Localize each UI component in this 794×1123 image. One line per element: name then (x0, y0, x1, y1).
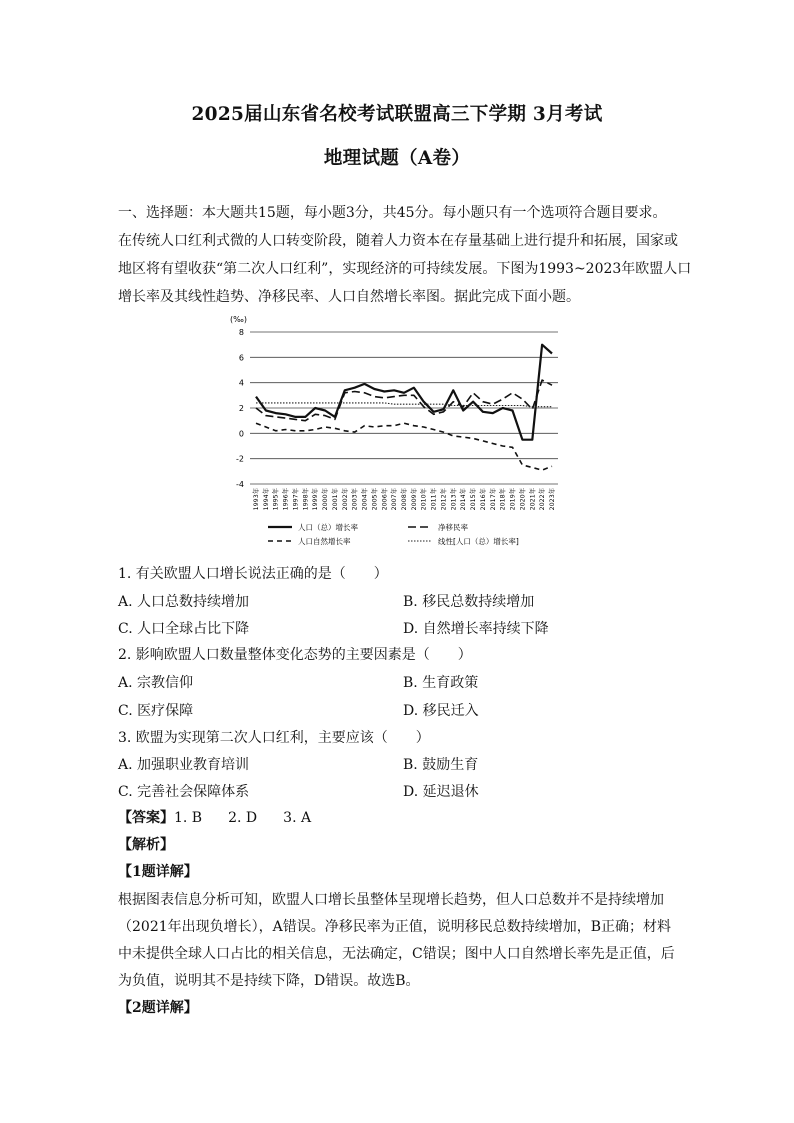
q1-detail-label: 【1题详解】 (118, 864, 198, 880)
answer-item: 1. B (174, 810, 203, 826)
q1-option-c: C. 人口全球占比下降 (118, 621, 250, 637)
x-tick-label: 2001年 (331, 488, 339, 511)
x-tick-label: 1994年 (262, 488, 270, 511)
y-tick-label: 2 (238, 404, 244, 413)
page-subtitle: 地理试题（A卷） (323, 148, 471, 169)
y-tick-label: 8 (238, 328, 244, 337)
question-2-stem: 2. 影响欧盟人口数量整体变化态势的主要因素是（ ） (118, 647, 472, 663)
series-line-2 (256, 380, 552, 421)
x-tick-label: 2016年 (479, 488, 487, 511)
x-tick-label: 2003年 (351, 488, 359, 511)
x-tick-label: 1997年 (292, 488, 300, 511)
intro-line: 增长率及其线性趋势、净移民率、人口自然增长率图。据此完成下面小题。 (118, 289, 580, 305)
analysis-line: 中未提供全球人口占比的相关信息，无法确定，C错误；图中人口自然增长率先是正值，后 (118, 946, 675, 962)
population-growth-chart (228, 312, 568, 557)
q2-option-b: B. 生育政策 (403, 675, 479, 691)
x-tick-label: 2012年 (440, 488, 448, 511)
x-tick-label: 2019年 (509, 488, 517, 511)
x-tick-label: 1999年 (312, 488, 320, 511)
x-tick-label: 2013年 (450, 488, 458, 511)
legend-label: 线性[人口（总）增长率] (438, 537, 519, 546)
question-3-stem: 3. 欧盟为实现第二次人口红利，主要应该（ ） (118, 730, 430, 746)
q3-option-a: A. 加强职业教育培训 (118, 757, 250, 773)
legend-label: 人口（总）增长率 (298, 523, 358, 532)
q3-option-d: D. 延迟退休 (403, 784, 479, 800)
y-tick-label: 6 (238, 353, 244, 363)
x-tick-label: 2014年 (460, 488, 468, 511)
question-1-stem: 1. 有关欧盟人口增长说法正确的是（ ） (118, 566, 388, 582)
y-tick-label: 0 (238, 429, 244, 439)
q1-option-d: D. 自然增长率持续下降 (403, 621, 549, 637)
q1-option-b: B. 移民总数持续增加 (403, 594, 535, 610)
q3-option-b: B. 鼓励生育 (403, 757, 479, 773)
x-tick-label: 1996年 (282, 488, 290, 511)
page-title: 2025届山东省名校考试联盟高三下学期 3月考试 (191, 104, 603, 125)
q3-option-c: C. 完善社会保障体系 (118, 784, 250, 800)
x-tick-label: 2020年 (519, 488, 527, 511)
x-tick-label: 2004年 (361, 488, 369, 511)
x-tick-label: 2006年 (381, 488, 389, 511)
x-tick-label: 2017年 (489, 488, 497, 511)
y-axis-unit-label: (‰) (230, 315, 247, 324)
x-tick-label: 2008年 (401, 488, 408, 511)
q1-option-a: A. 人口总数持续增加 (118, 594, 250, 610)
x-tick-label: 1995年 (272, 488, 280, 511)
series-line-1 (256, 345, 552, 440)
analysis-label: 【解析】 (118, 837, 174, 853)
series-line-3 (256, 423, 552, 470)
x-tick-label: 2022年 (539, 488, 547, 511)
x-tick-label: 2005年 (371, 488, 379, 511)
series-line-4 (256, 403, 552, 407)
x-tick-label: 2021年 (529, 488, 537, 511)
analysis-line: （2021年出现负增长），A错误。净移民率为正值，说明移民总数持续增加，B正确；材料 (118, 919, 672, 935)
x-tick-label: 2011年 (430, 488, 438, 511)
x-tick-label: 2007年 (391, 488, 399, 511)
answer-label: 【答案】 (118, 810, 174, 826)
intro-line: 地区将有望收获“第二次人口红利”，实现经济的可持续发展。下图为1993~2023年欧盟人口 (118, 261, 692, 277)
x-tick-label: 2023年 (549, 488, 556, 511)
analysis-line: 为负值，说明其不是持续下降，D错误。故选B。 (118, 973, 420, 989)
x-tick-label: 1993年 (253, 488, 260, 511)
q2-option-c: C. 医疗保障 (118, 703, 194, 719)
q2-option-d: D. 移民迁入 (403, 703, 479, 719)
answer-item: 3. A (283, 810, 312, 826)
x-tick-label: 2009年 (410, 488, 418, 511)
answer-item: 2. D (228, 810, 258, 826)
y-tick-label: 4 (238, 378, 244, 388)
x-tick-label: 2010年 (420, 488, 428, 511)
y-tick-label: -4 (236, 480, 244, 489)
x-tick-label: 2000年 (322, 488, 330, 511)
x-tick-label: 1998年 (302, 488, 310, 511)
legend-label: 净移民率 (438, 523, 468, 532)
q2-detail-label: 【2题详解】 (118, 1000, 198, 1016)
analysis-line: 根据图表信息分析可知，欧盟人口增长虽整体呈现增长趋势，但人口总数并不是持续增加 (118, 892, 664, 908)
x-tick-label: 2015年 (470, 488, 478, 511)
x-tick-label: 2018年 (499, 488, 507, 511)
y-tick-label: -2 (236, 454, 244, 464)
intro-line: 一、选择题：本大题共15题，每小题3分，共45分。每小题只有一个选项符合题目要求。 (118, 205, 667, 221)
intro-line: 在传统人口红利式微的人口转变阶段，随着人力资本在存量基础上进行提升和拓展，国家或 (118, 233, 678, 249)
legend-label: 人口自然增长率 (298, 537, 351, 546)
q2-option-a: A. 宗教信仰 (118, 675, 194, 691)
x-tick-label: 2002年 (341, 488, 349, 511)
answer-row (118, 807, 311, 827)
